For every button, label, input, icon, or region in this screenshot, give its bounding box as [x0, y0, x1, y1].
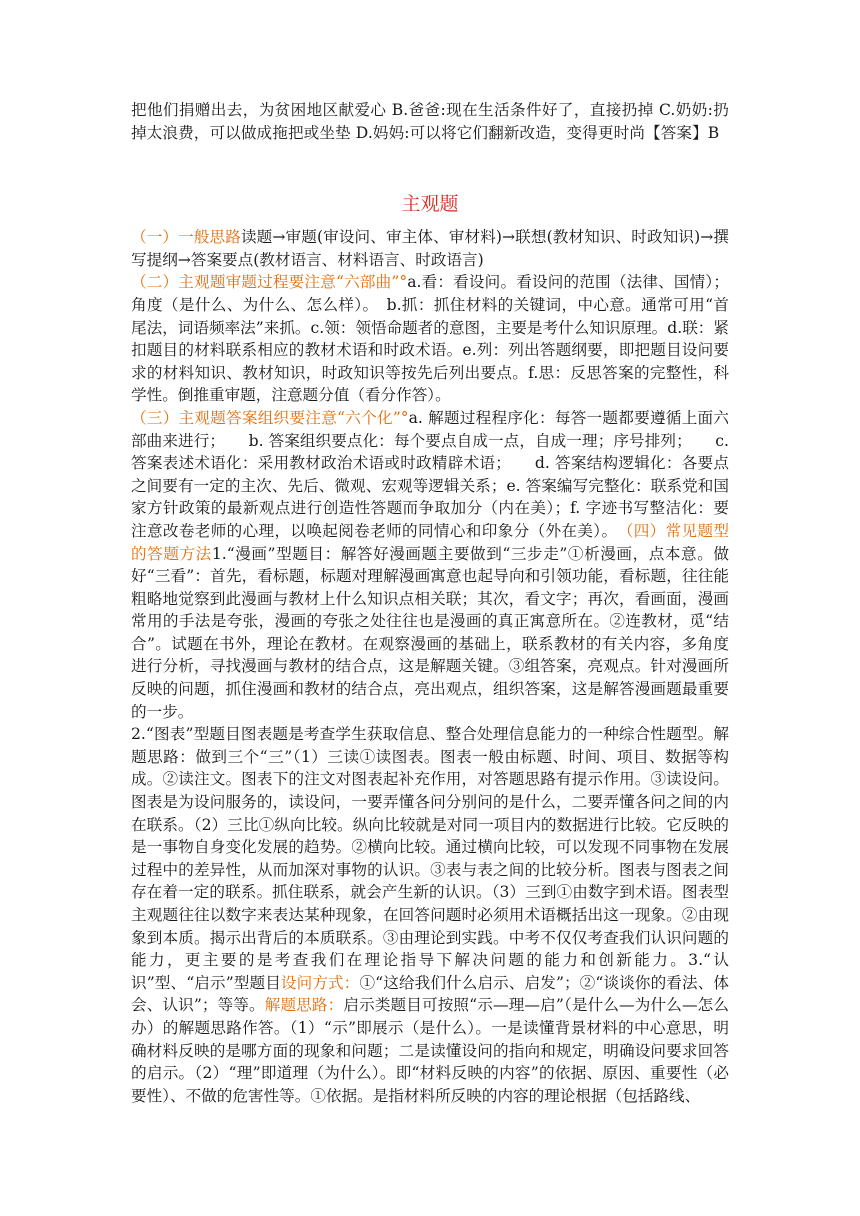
solution-approach-text: 启示类题目可按照“示—理—启”（是什么—为什么—怎么办）的解题思路作答。（1）“示”即展示（是什么）。一是读懂背景材料的中心意思，明确材料反映的是哪方面的现象和问题；二是读懂设问的指向和规定，明确设问要求回答的启示。（2）“理”即道理（为什么）。即“材料反映的内容”的依据、原因、重要性（必要性）、不做的危害性等。①依据。是指材料所反映的内容的理论根据（包括路线、 — [131, 996, 729, 1105]
heading-common-question-types: （四）常见题型的答题方法 — [131, 521, 729, 563]
chart-question-text: 2.“图表”型题目图表题是考查学生获取信息、整合处理信息能力的一种综合性题型。解题思路：做到三个“三”（1）三读①读图表。图表一般由标题、时间、项目、数据等构成。②读注文。图表下的注文对图表起补充作用，对答题思路有提示作用。③读设问。图表是为设问服务的，读设问，一要弄懂各问分别问的是什么，二要弄懂各问之间的内在联系。（2）三比①纵向比较。纵向比较就是对同一项目内的数据进行比较。它反映的是一事物自身变化发展的趋势。②横向比较。通过横向比较，可以发现不同事物在发展过程中的差异性，从而加深对事物的认识。③表与表之间的比较分析。图表与图表之间存在着一定的联系。抓住联系，就会产生新的认识。（3）三到①由数字到术语。图表型主观题往往以数字来表达某种现象，在回答问题时必须用术语概括出这一现象。②由现象到本质。揭示出背后的本质联系。③由理论到实践。中考不仅仅考查我们认识问题的能力，更主要的是考查我们在理论指导下解决问题的能力和创新能力。3.“认识”型、“启示”型题目 — [131, 725, 729, 992]
heading-general-approach: （一）一般思路 — [131, 228, 241, 247]
paragraph-answer-organization — [131, 407, 729, 723]
document-page — [131, 99, 729, 1107]
question-format-text: ①“这给我们什么启示、启发”；②“谈谈你的看法、体会、认识”；等等。 — [131, 973, 729, 1015]
label-solution-approach: 解题思路： — [264, 996, 344, 1015]
paragraph-review-steps — [131, 271, 729, 407]
section-title: 主观题 — [401, 193, 459, 216]
answer-organization-text: a. 解题过程程序化：每答一题都要遵循上面六部曲来进行； b. 答案组织要点化：每个要点自成一点，自成一理；序号排列； c. 答案表述术语化：采用教材政治术语或时政精辟术语； d. 答案结构逻辑化：各要点之间要有一定的主次、先后、微观、宏观等逻辑关系；e. 答案编写完整化：联系党和国家方针政策的最新观点进行创造性答题而争取加分（内在美）；f. 字迹书写整洁化：要注意改卷老师的心理，以唤起阅卷老师的同情心和印象分（外在美）。 — [131, 408, 729, 540]
intro-paragraph: 把他们捐赠出去，为贫困地区献爱心 B.爸爸:现在生活条件好了，直接扔掉 C.奶奶:扔掉太浪费，可以做成拖把或坐垫 D.妈妈:可以将它们翻新改造，变得更时尚【答案】B — [131, 101, 729, 142]
general-approach-text: 读题→审题(审设问、审主体、审材料)→联想(教材知识、时政知识)→撰写提纲→答案要点(教材语言、材料语言、时政语言) — [131, 228, 729, 269]
cartoon-question-text: 1.“漫画”型题目：解答好漫画题主要做到“三步走”①析漫画，点本意。做好“三看”：首先，看标题，标题对理解漫画寓意也起导向和引领功能，看标题，往往能粗略地觉察到此漫画与教材上什么知识点相关联；其次，看文字；再次，看画面，漫画常用的手法是夸张，漫画的夸张之处往往也是漫画的真正寓意所在。②连教材，觅“结合”。试题在书外，理论在教材。在观察漫画的基础上，联系教材的有关内容，多角度进行分析，寻找漫画与教材的结合点，这是解题关键。③组答案，亮观点。针对漫画所反映的问题，抓住漫画和教材的结合点，亮出观点，组织答案，这是解答漫画题最重要的一步。 — [131, 544, 729, 721]
label-question-format: 设问方式： — [280, 973, 360, 992]
paragraph-general-approach — [131, 226, 729, 271]
heading-answer-organization: （三）主观题答案组织要注意“六个化”° — [131, 408, 409, 427]
review-steps-text: a.看：看设问。看设问的范围（法律、国情）；角度（是什么、为什么、怎么样）。 b.抓：抓住材料的关键词，中心意。通常可用“首尾法，词语频率法”来抓。c.领：领悟命题者的意图，主要是考什么知识原理。d.联：紧扣题目的材料联系相应的教材术语和时政术语。e.列：列出答题纲要，即把题目设问要求的材料知识、教材知识，时政知识等按先后列出要点。f.思：反思答案的完整性，科学性。倒推重审题，注意题分值（看分作答）。 — [131, 273, 729, 405]
heading-review-steps: （二）主观题审题过程要注意“六部曲”° — [131, 273, 408, 292]
paragraph-chart-question — [131, 723, 729, 1107]
